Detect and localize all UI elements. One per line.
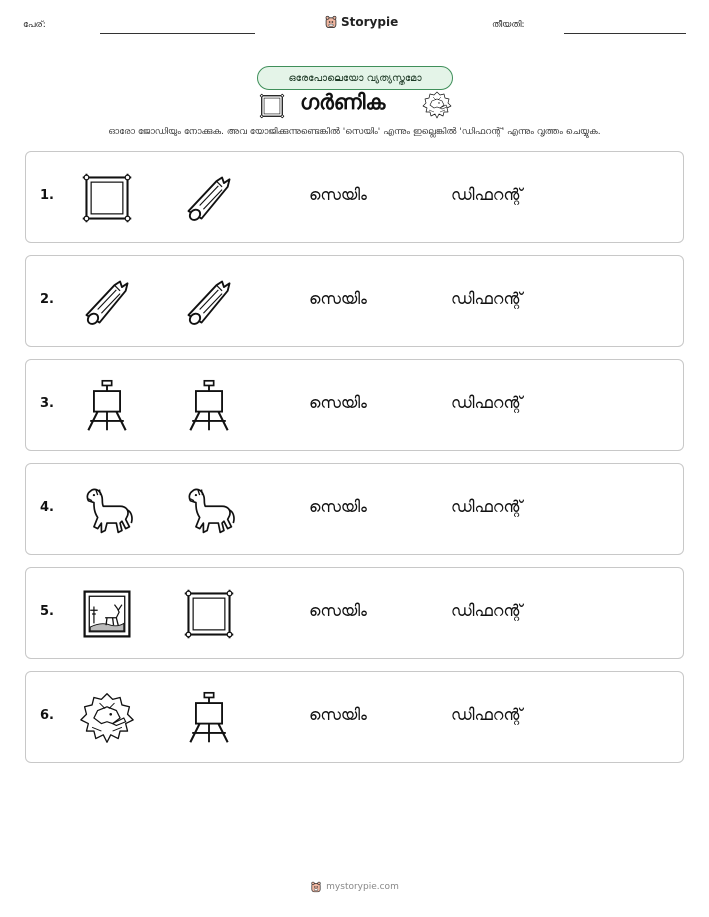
question-row [25,567,684,659]
mascot-icon [310,880,322,894]
question-number: 4. [40,500,54,515]
question-number: 1. [40,188,54,203]
option-different[interactable]: ഡിഫറന്റ് [451,185,523,204]
wolf-icon [422,90,452,120]
footer [0,880,709,894]
footer-url: mystorypie.com [326,882,399,892]
painting-icon [78,586,136,642]
option-same[interactable]: സെയിം [309,289,367,308]
easel-icon [180,378,238,434]
option-different[interactable]: ഡിഫറന്റ് [451,393,523,412]
worksheet-header [0,14,709,38]
wolf-icon [78,690,136,746]
horse-icon [180,482,238,538]
horse-icon [78,482,136,538]
option-same[interactable]: സെയിം [309,497,367,516]
date-line [564,33,686,34]
question-number: 6. [40,708,54,723]
log-icon [78,274,136,330]
option-same[interactable]: സെയിം [309,601,367,620]
date-label: തീയതി: [492,20,525,30]
question-row [25,359,684,451]
question-row [25,151,684,243]
frame-icon [78,170,136,226]
frame-icon [180,586,238,642]
frame-icon [258,92,286,120]
option-different[interactable]: ഡിഫറന്റ് [451,601,523,620]
brand-logo [324,14,398,30]
log-icon [180,170,238,226]
page-title: ഗർണിക [300,90,386,114]
question-number: 5. [40,604,54,619]
question-number: 2. [40,292,54,307]
easel-icon [180,690,238,746]
option-same[interactable]: സെയിം [309,185,367,204]
name-label: പേര്: [23,20,46,30]
question-row [25,255,684,347]
option-different[interactable]: ഡിഫറന്റ് [451,289,523,308]
worksheet-type-badge: ഒരേപോലെയോ വ്യത്യസ്തമോ [257,66,453,90]
option-different[interactable]: ഡിഫറന്റ് [451,705,523,724]
instructions: ഓരോ ജോഡിയും നോക്കുക. അവ യോജിക്കുന്നുണ്ടെങ്കിൽ 'സെയിം' എന്നും ഇല്ലെങ്കിൽ 'ഡിഫറന്റ്' എന്നും വൃത്തം ചെയ്യുക. [108,127,601,137]
question-row [25,463,684,555]
question-number: 3. [40,396,54,411]
easel-icon [78,378,136,434]
option-same[interactable]: സെയിം [309,705,367,724]
brand-name: Storypie [341,15,399,29]
option-same[interactable]: സെയിം [309,393,367,412]
title-row [0,90,709,122]
name-line [100,33,255,34]
log-icon [180,274,238,330]
option-different[interactable]: ഡിഫറന്റ് [451,497,523,516]
mascot-icon [324,14,338,30]
question-row [25,671,684,763]
